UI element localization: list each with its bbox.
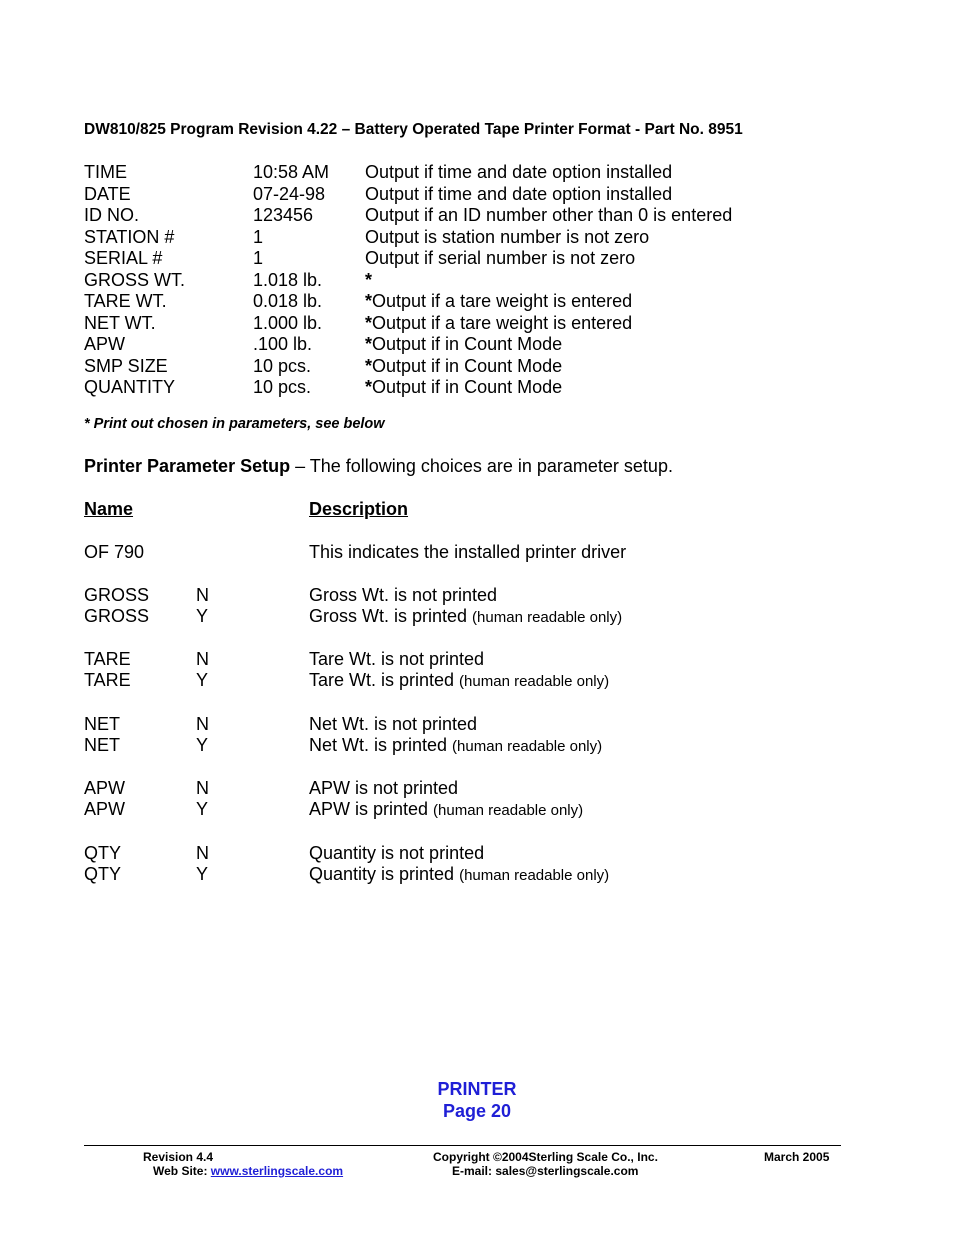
format-row-desc-text: Output if in Count Mode xyxy=(372,334,563,354)
star-marker: * xyxy=(365,355,373,376)
param-desc-extra: (human readable only) xyxy=(472,609,623,626)
format-row-desc xyxy=(365,313,632,335)
star-marker: * xyxy=(365,312,373,333)
param-name: QTY xyxy=(84,864,122,884)
param-desc xyxy=(309,778,458,799)
param-name: TARE xyxy=(84,649,131,669)
param-flag: N xyxy=(196,585,209,605)
param-desc-text: Quantity is printed xyxy=(309,864,460,884)
footer-divider xyxy=(84,1145,841,1146)
format-row-value: .100 lb. xyxy=(253,334,313,354)
star-marker: * xyxy=(365,377,373,397)
format-row-value: 1.000 lb. xyxy=(253,312,323,333)
footer-revision: Revision 4.4 xyxy=(143,1150,214,1164)
param-desc-extra: (human readable only) xyxy=(459,673,610,690)
format-row-value: 123456 xyxy=(253,205,314,225)
setup-text: – The following choices are in parameter setup. xyxy=(290,456,673,476)
format-row-desc-text: Output if serial number is not zero xyxy=(365,248,636,268)
format-row-value: 07-24-98 xyxy=(253,183,326,204)
param-name: QTY xyxy=(84,843,122,863)
param-flag: N xyxy=(196,778,209,798)
section-label: PRINTER xyxy=(437,1079,517,1099)
format-row-desc-text: Output if in Count Mode xyxy=(372,355,563,376)
format-row-desc xyxy=(365,184,672,206)
format-row-name: QUANTITY xyxy=(84,377,176,397)
driver-desc: This indicates the installed printer driver xyxy=(309,542,627,562)
format-row-desc-text: Output if in Count Mode xyxy=(372,377,563,397)
format-row-desc-text: Output if a tare weight is entered xyxy=(372,312,633,333)
website-label: Web Site: xyxy=(153,1164,211,1178)
param-desc-text: APW is printed xyxy=(309,799,434,819)
param-desc-extra: (human readable only) xyxy=(433,802,584,819)
website-link[interactable]: www.sterlingscale.com xyxy=(210,1164,344,1178)
format-row-desc-text: Output if time and date option installed xyxy=(365,183,673,204)
format-row-desc xyxy=(365,162,672,184)
format-row-desc xyxy=(365,377,562,399)
param-name: GROSS xyxy=(84,585,150,605)
param-name: GROSS xyxy=(84,606,150,626)
format-row-name: TARE WT. xyxy=(84,291,167,311)
param-flag: Y xyxy=(196,799,209,819)
format-row-desc-text: Output if an ID number other than 0 is entered xyxy=(365,205,733,225)
format-row-value: 10 pcs. xyxy=(253,377,312,397)
param-flag: N xyxy=(196,649,209,669)
footer-email: E-mail: sales@sterlingscale.com xyxy=(452,1164,639,1178)
param-desc-text: Gross Wt. is printed xyxy=(309,606,473,626)
format-row-name: GROSS WT. xyxy=(84,269,186,290)
param-desc xyxy=(309,606,622,627)
param-desc xyxy=(309,735,602,756)
format-row-name: STATION # xyxy=(84,226,175,247)
param-name: TARE xyxy=(84,670,131,690)
format-row-value: 1.018 lb. xyxy=(253,269,323,290)
format-row-name: ID NO. xyxy=(84,205,140,225)
format-row-name: DATE xyxy=(84,183,131,204)
param-desc-text: Net Wt. is not printed xyxy=(309,714,478,734)
printer-setup-intro xyxy=(84,456,673,477)
param-desc-text: Tare Wt. is printed xyxy=(309,670,460,690)
param-desc xyxy=(309,843,484,864)
format-row-desc xyxy=(365,227,649,249)
column-header-description: Description xyxy=(309,499,409,519)
format-row-desc xyxy=(365,334,562,356)
page-number: Page 20 xyxy=(442,1101,512,1121)
param-desc-text: Quantity is not printed xyxy=(309,843,485,863)
param-flag: Y xyxy=(196,864,209,884)
document-title: DW810/825 Program Revision 4.22 – Battery Operated Tape Printer Format - Part No. 8951 xyxy=(84,121,743,138)
format-row-value: 0.018 lb. xyxy=(253,291,323,311)
param-desc-text: Tare Wt. is not printed xyxy=(309,649,485,669)
param-desc-text: APW is not printed xyxy=(309,778,459,798)
param-desc xyxy=(309,799,583,820)
star-marker: * xyxy=(365,334,373,354)
footer-date: March 2005 xyxy=(764,1150,830,1164)
format-row-desc-text: Output if time and date option installed xyxy=(365,162,673,182)
format-row-desc xyxy=(365,270,372,292)
format-row-desc xyxy=(365,356,562,378)
format-row-name: APW xyxy=(84,334,126,354)
format-row-desc xyxy=(365,291,632,313)
param-flag: Y xyxy=(196,735,209,755)
param-flag: N xyxy=(196,843,209,863)
format-row-desc-text: Output is station number is not zero xyxy=(365,226,650,247)
star-marker: * xyxy=(365,269,373,290)
format-row-desc-text: Output if a tare weight is entered xyxy=(372,291,633,311)
format-row-desc xyxy=(365,248,635,270)
driver-name: OF 790 xyxy=(84,542,145,562)
param-name: NET xyxy=(84,714,120,734)
format-row-name: SMP SIZE xyxy=(84,355,168,376)
param-desc xyxy=(309,864,609,885)
column-header-name: Name xyxy=(84,499,134,519)
star-marker: * xyxy=(365,291,373,311)
param-flag: Y xyxy=(196,670,209,690)
setup-heading: Printer Parameter Setup xyxy=(84,456,291,476)
param-desc-text: Gross Wt. is not printed xyxy=(309,585,498,605)
format-row-value: 1 xyxy=(253,248,264,268)
param-desc-text: Net Wt. is printed xyxy=(309,735,453,755)
format-row-value: 10 pcs. xyxy=(253,355,312,376)
format-row-name: TIME xyxy=(84,162,127,182)
format-row-name: NET WT. xyxy=(84,312,156,333)
format-row-name: SERIAL # xyxy=(84,248,163,268)
param-name: APW xyxy=(84,778,126,798)
format-row-value: 1 xyxy=(253,226,264,247)
param-desc xyxy=(309,714,477,735)
param-flag: N xyxy=(196,714,209,734)
footer-website xyxy=(153,1164,343,1178)
param-name: NET xyxy=(84,735,120,755)
param-desc xyxy=(309,585,497,606)
param-name: APW xyxy=(84,799,126,819)
format-row-desc xyxy=(365,205,732,227)
format-row-value: 10:58 AM xyxy=(253,162,330,182)
footer-copyright: Copyright ©2004Sterling Scale Co., Inc. xyxy=(433,1150,658,1164)
param-desc xyxy=(309,649,484,670)
param-desc xyxy=(309,670,609,691)
param-desc-extra: (human readable only) xyxy=(452,738,603,755)
param-desc-extra: (human readable only) xyxy=(459,867,610,884)
param-flag: Y xyxy=(196,606,209,626)
footnote: * Print out chosen in parameters, see below xyxy=(84,416,385,432)
